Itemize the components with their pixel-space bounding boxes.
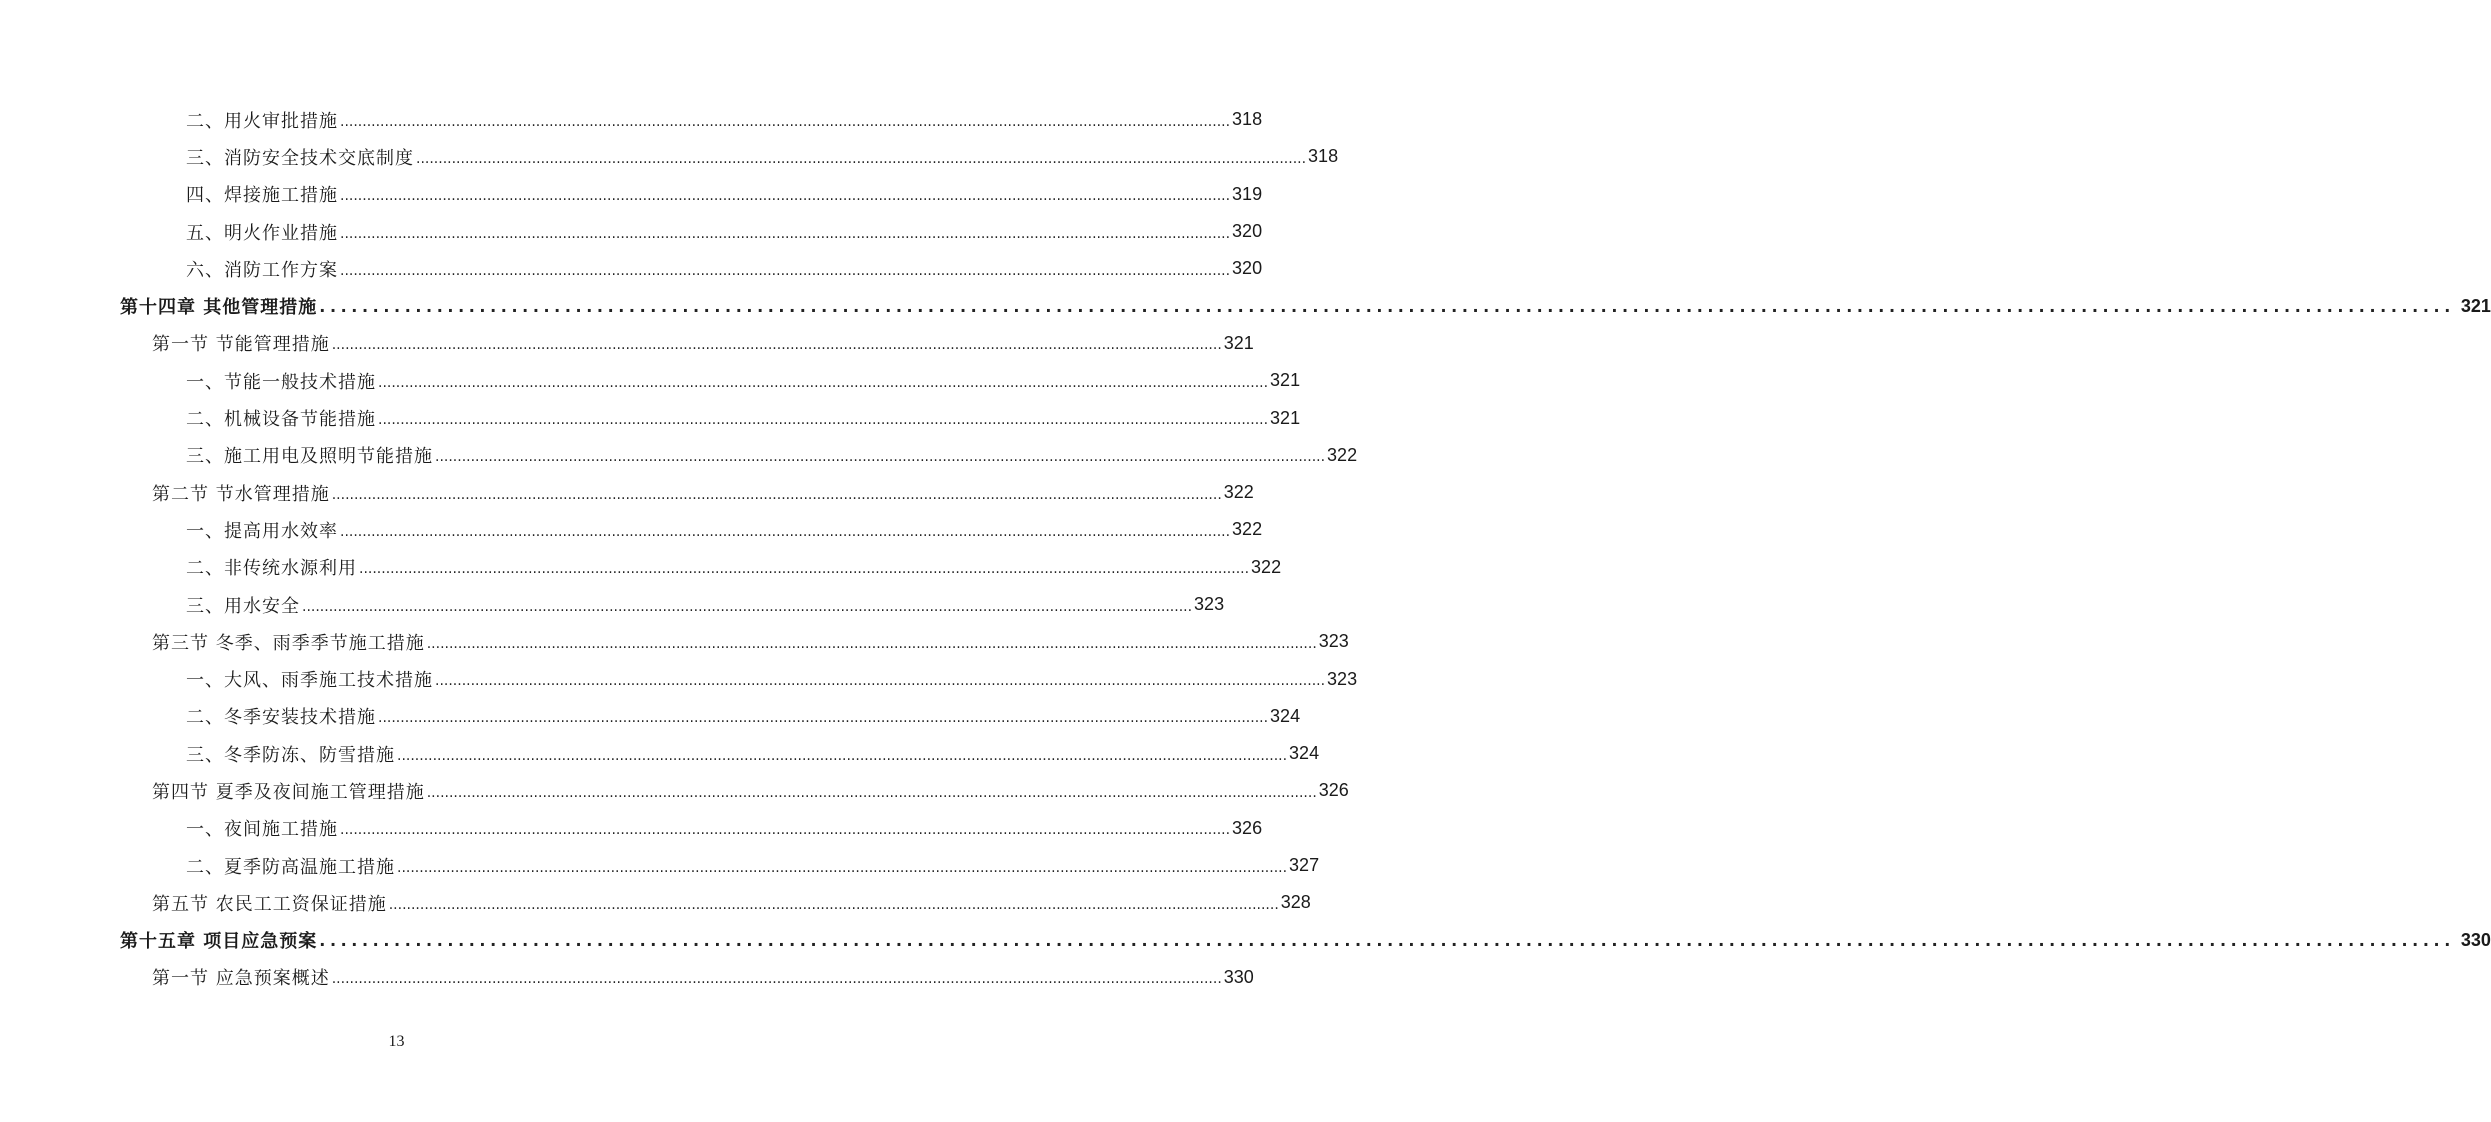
toc-entry-page: 318 [1232, 109, 1263, 130]
toc-entry-page: 323 [1194, 594, 1225, 614]
toc-leader-dots: ........................................................................................................................................................................................................ [397, 859, 1288, 876]
toc-leader-dots: ........................................................................................................................................................................................................ [378, 710, 1269, 727]
toc-leader-dots: ........................................................................................................................................................................................................ [340, 822, 1231, 839]
toc-entry-title: 四、焊接施工措施 [186, 181, 340, 207]
toc-entry-page: 320 [1232, 221, 1263, 242]
toc-subsection-entry[interactable] [0, 250, 1263, 287]
toc-entry-page: 328 [1280, 892, 1311, 913]
toc-leader-dots: ........................................................................................................................................................................................................ [397, 747, 1288, 764]
toc-entry-title: 第二节 节水管理措施 [152, 480, 332, 506]
toc-leader-dots: ........................................................................................................................................................................................................ [359, 561, 1250, 578]
toc-subsection-entry[interactable] [0, 437, 1358, 474]
toc-entry-title: 三、施工用电及照明节能措施 [186, 442, 435, 468]
toc-entry-title: 第四节 夏季及夜间施工管理措施 [152, 778, 427, 804]
toc-subsection-entry[interactable] [0, 399, 1301, 436]
toc-entry-title: 第一节 应急预案概述 [152, 964, 332, 990]
toc-entry-page: 324 [1270, 705, 1301, 726]
toc-leader-dots: ........................................................................................................................................................................................................ [331, 971, 1222, 988]
toc-entry-page: 321 [2460, 295, 2491, 316]
toc-entry-page: 321 [1270, 370, 1301, 391]
toc-subsection-entry[interactable] [0, 101, 1263, 138]
toc-leader-dots: ........................................................................................................................................................................................................ [340, 113, 1231, 130]
toc-section-entry[interactable] [0, 325, 1254, 362]
toc-entry-page: 322 [1223, 482, 1254, 503]
toc-entry-page: 321 [1223, 332, 1254, 353]
toc-entry-title: 三、冬季防冻、防雪措施 [186, 741, 397, 767]
toc-subsection-entry[interactable] [0, 735, 1320, 772]
toc-leader-dots: ........................................................................................................................................................................................................ [340, 262, 1231, 279]
table-of-contents [0, 101, 2491, 996]
toc-leader-dots: ........................................................................................................................................................................................................ [435, 673, 1326, 690]
toc-leader-dots: ........................................................................................................................................................................................................ [416, 150, 1307, 167]
toc-entry-page: 327 [1289, 855, 1320, 876]
toc-entry-title: 二、非传统水源利用 [186, 554, 359, 580]
toc-subsection-entry[interactable] [0, 213, 1263, 250]
toc-subsection-entry[interactable] [0, 362, 1301, 399]
toc-subsection-entry[interactable] [0, 176, 1263, 213]
toc-section-entry[interactable] [0, 959, 1254, 996]
toc-leader-dots: ........................................................................................................................................................................................................ [378, 374, 1269, 391]
toc-subsection-entry[interactable] [0, 586, 1225, 623]
toc-subsection-entry[interactable] [0, 511, 1263, 548]
toc-entry-title: 第十五章 项目应急预案 [120, 927, 319, 953]
toc-entry-title: 一、大风、雨季施工技术措施 [186, 666, 435, 692]
toc-section-entry[interactable] [0, 623, 1349, 660]
toc-entry-title: 第五节 农民工工资保证措施 [152, 890, 389, 916]
toc-entry-page: 321 [1270, 407, 1301, 428]
toc-leader-dots: ........................................................................................................................................................................................................ [340, 523, 1231, 540]
toc-entry-title: 二、机械设备节能措施 [186, 405, 378, 431]
toc-leader-dots: ........................................................................................................................................................................................................ [426, 635, 1317, 652]
toc-entry-page: 326 [1232, 817, 1263, 838]
toc-entry-title: 一、夜间施工措施 [186, 815, 340, 841]
toc-leader-dots: ........................................................................................................................................................................................................ [435, 449, 1326, 466]
toc-entry-title: 二、夏季防高温施工措施 [186, 853, 397, 879]
toc-entry-title: 一、节能一般技术措施 [186, 368, 378, 394]
toc-entry-title: 六、消防工作方案 [186, 256, 340, 282]
toc-entry-page: 322 [1232, 519, 1263, 540]
toc-entry-page: 326 [1318, 780, 1349, 801]
page-number: 13 [388, 1033, 405, 1050]
toc-subsection-entry[interactable] [0, 847, 1320, 884]
toc-entry-page: 324 [1289, 743, 1320, 764]
toc-entry-title: 二、冬季安装技术措施 [186, 703, 378, 729]
toc-entry-title: 第一节 节能管理措施 [152, 330, 332, 356]
toc-leader-dots: ........................................................................................................................................................................................................ [340, 225, 1231, 242]
toc-entry-page: 318 [1308, 146, 1339, 167]
toc-entry-title: 第十四章 其他管理措施 [120, 293, 319, 319]
toc-subsection-entry[interactable] [0, 549, 1282, 586]
toc-leader-dots: ........................................................................................................................................................................................................ [388, 896, 1279, 913]
toc-leader-dots: ........................................................................................................................................................................................................ [319, 297, 2455, 317]
toc-entry-title: 五、明火作业措施 [186, 219, 340, 245]
toc-entry-page: 330 [1223, 966, 1254, 987]
toc-entry-page: 323 [1327, 668, 1358, 689]
toc-subsection-entry[interactable] [0, 138, 1339, 175]
toc-subsection-entry[interactable] [0, 810, 1263, 847]
toc-entry-title: 第三节 冬季、雨季季节施工措施 [152, 629, 427, 655]
toc-entry-page: 330 [2460, 929, 2491, 950]
toc-entry-page: 323 [1318, 631, 1349, 652]
toc-section-entry[interactable] [0, 474, 1254, 511]
toc-section-entry[interactable] [0, 884, 1311, 921]
toc-entry-page: 322 [1327, 444, 1358, 465]
toc-section-entry[interactable] [0, 772, 1349, 809]
toc-leader-dots: ........................................................................................................................................................................................................ [319, 931, 2455, 951]
toc-subsection-entry[interactable] [0, 660, 1358, 697]
toc-leader-dots: ........................................................................................................................................................................................................ [340, 188, 1231, 205]
toc-leader-dots: ........................................................................................................................................................................................................ [331, 337, 1222, 354]
toc-entry-page: 322 [1251, 556, 1282, 577]
toc-entry-title: 三、消防安全技术交底制度 [186, 144, 416, 170]
toc-entry-page: 319 [1232, 183, 1263, 204]
toc-leader-dots: ........................................................................................................................................................................................................ [426, 784, 1317, 801]
toc-leader-dots: ........................................................................................................................................................................................................ [331, 486, 1222, 503]
toc-entry-page: 320 [1232, 258, 1263, 279]
toc-subsection-entry[interactable] [0, 698, 1301, 735]
toc-entry-title: 一、提高用水效率 [186, 517, 340, 543]
toc-entry-title: 三、用水安全 [186, 592, 302, 618]
toc-entry-title: 二、用火审批措施 [186, 107, 340, 133]
toc-chapter-entry[interactable] [0, 922, 2491, 959]
toc-leader-dots: ........................................................................................................................................................................................................ [302, 598, 1193, 615]
toc-chapter-entry[interactable] [0, 287, 2491, 324]
toc-leader-dots: ........................................................................................................................................................................................................ [378, 412, 1269, 429]
